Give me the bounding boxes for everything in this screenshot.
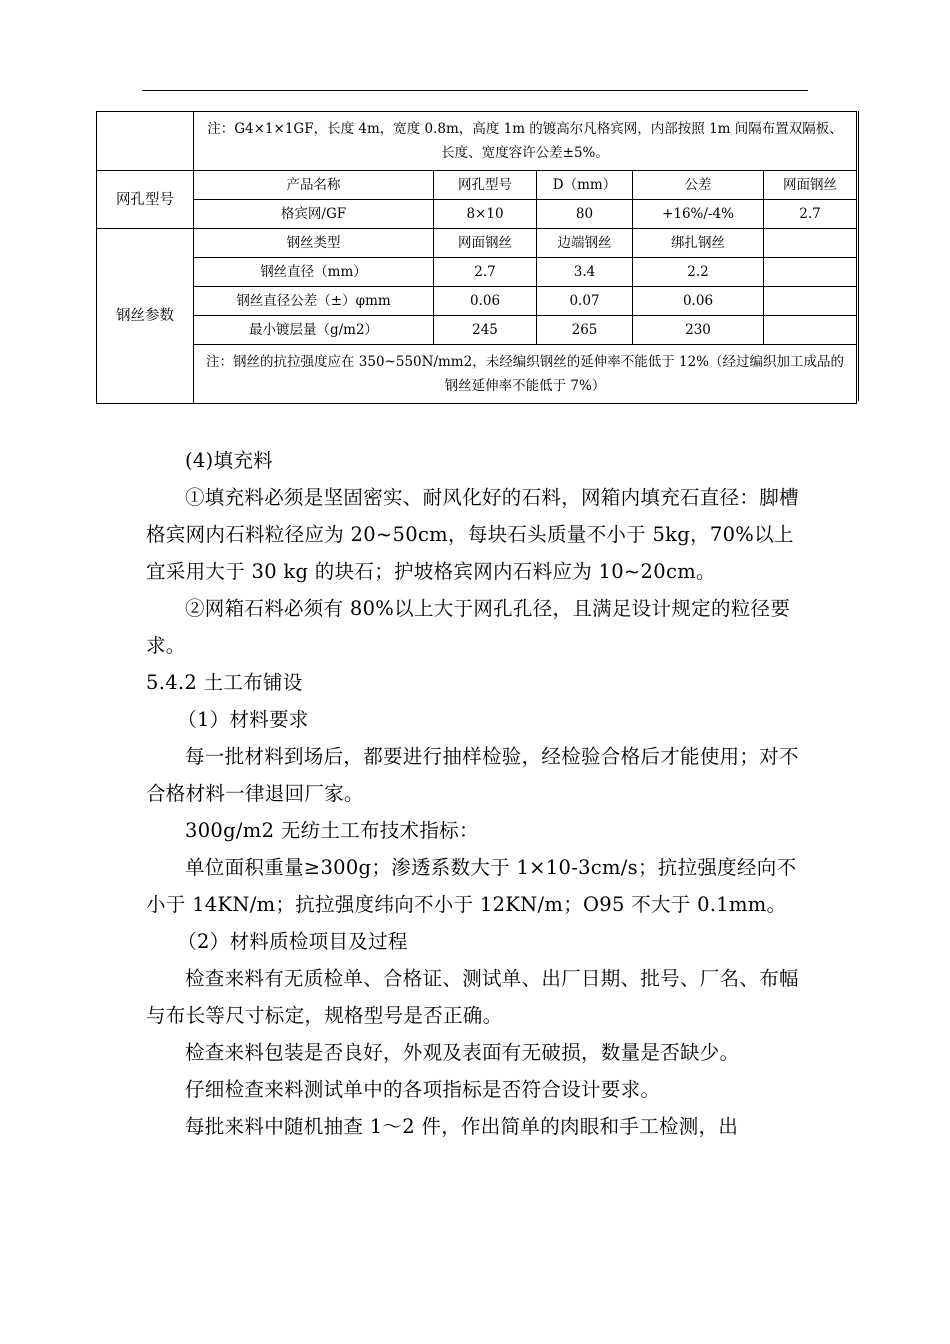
table-header-cell: D（mm）: [537, 171, 633, 200]
table-border-line: [858, 111, 859, 401]
table-cell: 2.7: [434, 258, 537, 287]
paragraph: 每一批材料到场后，都要进行抽样检验，经检验合格后才能使用；对不合格材料一律退回厂家。: [146, 745, 799, 805]
table-header-cell: 网面钢丝: [764, 171, 857, 200]
mesh-group-label: 网孔型号: [97, 171, 194, 229]
table-cell: 2.7: [764, 200, 857, 229]
paragraph: ①填充料必须是坚固密实、耐风化好的石料，网箱内填充石直径：脚槽格宾网内石料粒径应为 20~50cm，每块石头质量不小于 5kg，70%以上宜采用大于 30 kg 的块石；护坡格宾网内石料应为 10~20cm。: [146, 486, 799, 583]
table-cell: 230: [633, 316, 764, 345]
table-header-cell: 公差: [633, 171, 764, 200]
table-cell: 钢丝直径公差（±）φmm: [194, 287, 434, 316]
table-row: [97, 316, 857, 345]
table-note-top: 注：G4×1×1GF，长度 4m，宽度 0.8m，高度 1m 的镀高尔凡格宾网，内部按照 1m 间隔布置双隔板、长度、宽度容许公差±5%。: [194, 112, 857, 171]
section-heading: （2）材料质检项目及过程: [177, 930, 408, 953]
wire-group-label: 钢丝参数: [97, 229, 194, 404]
table-cell: 最小镀层量（g/m2）: [194, 316, 434, 345]
table-row: [97, 229, 857, 258]
table-cell: [764, 287, 857, 316]
table-header-cell: 网孔型号: [434, 171, 537, 200]
paragraph: 检查来料有无质检单、合格证、测试单、出厂日期、批号、厂名、布幅与布长等尺寸标定，规格型号是否正确。: [146, 967, 799, 1027]
table-row: [97, 200, 857, 229]
table-cell: 格宾网/GF: [194, 200, 434, 229]
table-cell: +16%/-4%: [633, 200, 764, 229]
table-header-cell: [764, 229, 857, 258]
table-cell: 8×10: [434, 200, 537, 229]
table-cell: [764, 258, 857, 287]
table-row: [97, 345, 857, 404]
table-header-cell: 产品名称: [194, 171, 434, 200]
paragraph: 单位面积重量≥300g；渗透系数大于 1×10-3cm/s；抗拉强度经向不小于 14KN/m；抗拉强度纬向不小于 12KN/m；O95 不大于 0.1mm。: [146, 856, 797, 916]
paragraph: 300g/m2 无纺土工布技术指标：: [185, 819, 479, 842]
paragraph: ②网箱石料必须有 80%以上大于网孔孔径，且满足设计规定的粒径要求。: [146, 597, 791, 657]
section-heading: (4)填充料: [185, 449, 273, 472]
section-heading: （1）材料要求: [177, 708, 309, 731]
table-header-cell: 网面钢丝: [434, 229, 537, 258]
paragraph: 每批来料中随机抽查 1～2 件，作出简单的肉眼和手工检测，出: [185, 1115, 739, 1138]
table-header-cell: 绑扎钢丝: [633, 229, 764, 258]
table-row: [97, 258, 857, 287]
table-cell: 265: [537, 316, 633, 345]
table-row: [97, 112, 857, 171]
table-note-bottom: 注：钢丝的抗拉强度应在 350~550N/mm2，未经编织钢丝的延伸率不能低于 12%（经过编织加工成品的钢丝延伸率不能低于 7%）: [194, 345, 857, 404]
table-row: [97, 171, 857, 200]
spec-table: [96, 111, 857, 404]
section-heading: 5.4.2 土工布铺设: [146, 671, 303, 694]
table-cell: 钢丝直径（mm）: [194, 258, 434, 287]
table-cell: 0.07: [537, 287, 633, 316]
body-text: [146, 442, 810, 1145]
table-cell: 0.06: [434, 287, 537, 316]
table-cell: [764, 316, 857, 345]
table-cell: 2.2: [633, 258, 764, 287]
table-cell: 3.4: [537, 258, 633, 287]
table-cell: 80: [537, 200, 633, 229]
table-cell: 0.06: [633, 287, 764, 316]
paragraph: 仔细检查来料测试单中的各项指标是否符合设计要求。: [185, 1078, 661, 1101]
table-cell: [97, 112, 194, 171]
table-cell: 245: [434, 316, 537, 345]
table-row: [97, 287, 857, 316]
table-header-cell: 边端钢丝: [537, 229, 633, 258]
header-rule: [142, 90, 808, 91]
table-header-cell: 钢丝类型: [194, 229, 434, 258]
paragraph: 检查来料包装是否良好，外观及表面有无破损，数量是否缺少。: [185, 1041, 740, 1064]
